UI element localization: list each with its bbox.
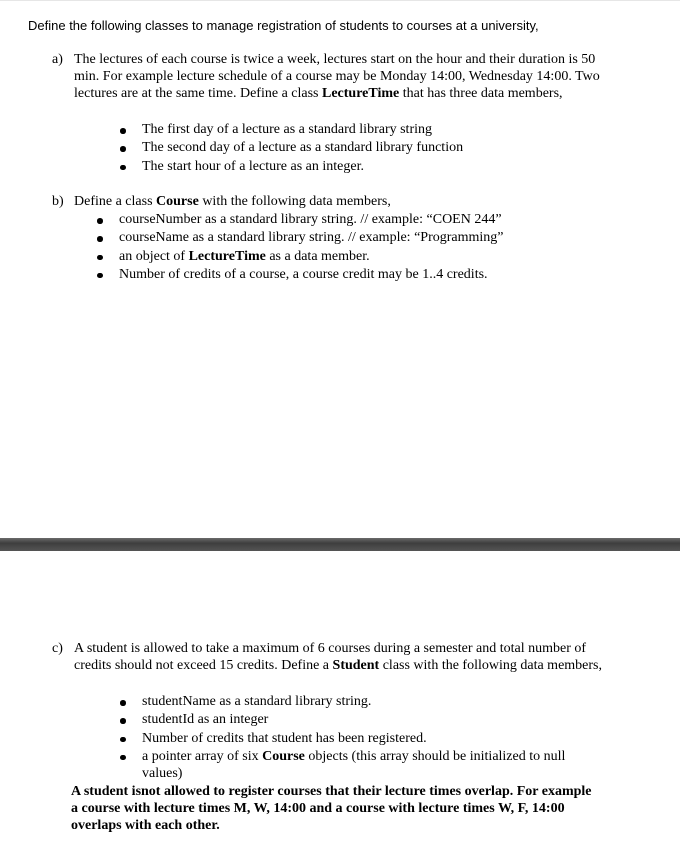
list-item-text: The second day of a lecture as a standard library function xyxy=(142,140,464,156)
list-item-text: courseNumber as a standard library string. // example: “COEN 244” xyxy=(119,212,502,227)
list-item-text: courseName as a standard library string. // example: “Programming” xyxy=(119,230,504,246)
page-separator xyxy=(0,538,680,551)
part-a-text-post: that has three data members, xyxy=(399,85,563,101)
overlap-rule-paragraph: A student isnot allowed to register courses that their lecture times overlap. For example a course with lecture times M, W, 14:00 and a course with lecture times W, F, 14:00 overlaps with each other. xyxy=(71,784,592,833)
text-segment: as a data member. xyxy=(265,248,370,264)
part-c-text-pre: A student is allowed to take a maximum of 6 courses during a semester and total number of credits should not exceed 15 credits. Define a xyxy=(74,641,587,673)
part-a-marker: a) xyxy=(52,52,63,67)
list-item-text xyxy=(119,249,370,266)
bullet-icon xyxy=(97,236,103,242)
bullet-icon xyxy=(120,737,126,743)
intro-text: Define the following classes to manage registration of students to courses at a university, xyxy=(28,18,539,33)
list-item-text: Number of credits of a course, a course credit may be 1..4 credits. xyxy=(119,266,488,282)
class-name: Course xyxy=(262,748,305,764)
bullet-icon xyxy=(120,718,126,724)
part-c-marker: c) xyxy=(52,641,63,656)
class-name: LectureTime xyxy=(188,248,266,264)
bullet-icon xyxy=(120,755,126,761)
list-item-text: studentId as an integer xyxy=(142,712,269,728)
document-page-2 xyxy=(0,551,680,853)
bullet-icon xyxy=(120,146,126,152)
list-item-text: The start hour of a lecture as an integer. xyxy=(142,158,364,174)
bullet-icon xyxy=(97,273,103,279)
list-item-text: studentName as a standard library string. xyxy=(142,694,372,709)
bullet-icon xyxy=(120,700,126,706)
part-b-marker: b) xyxy=(52,194,64,209)
part-b-class-name: Course xyxy=(156,194,199,209)
bullet-icon xyxy=(120,128,126,134)
bullet-icon xyxy=(97,255,103,261)
part-b-text-pre: Define a class xyxy=(74,194,157,209)
list-item-text: Number of credits that student has been registered. xyxy=(142,730,427,746)
bullet-icon xyxy=(97,218,103,224)
part-b-text-post: with the following data members, xyxy=(198,194,391,209)
part-a-text-pre: The lectures of each course is twice a week, lectures start on the hour and their duration is 50 min. For example lecture schedule of a course may be Monday 14:00, Wednesday 14:00. Two lectures are at the same time. Define a class xyxy=(74,52,600,101)
bullet-icon xyxy=(120,165,126,171)
list-item-text: The first day of a lecture as a standard library string xyxy=(142,122,433,137)
part-a-paragraph xyxy=(74,52,622,102)
part-c-text-post: class with the following data members, xyxy=(379,657,603,673)
text-segment: a pointer array of six xyxy=(142,748,263,764)
part-a-class-name: LectureTime xyxy=(322,85,400,101)
part-c-class-name: Student xyxy=(332,657,380,673)
part-c-paragraph xyxy=(74,641,619,675)
text-segment: an object of xyxy=(119,248,189,264)
text-segment: values) xyxy=(142,765,183,781)
list-item-text xyxy=(142,749,612,783)
text-segment: objects (this array should be initialized to null xyxy=(304,748,566,764)
part-b-paragraph xyxy=(74,194,391,211)
